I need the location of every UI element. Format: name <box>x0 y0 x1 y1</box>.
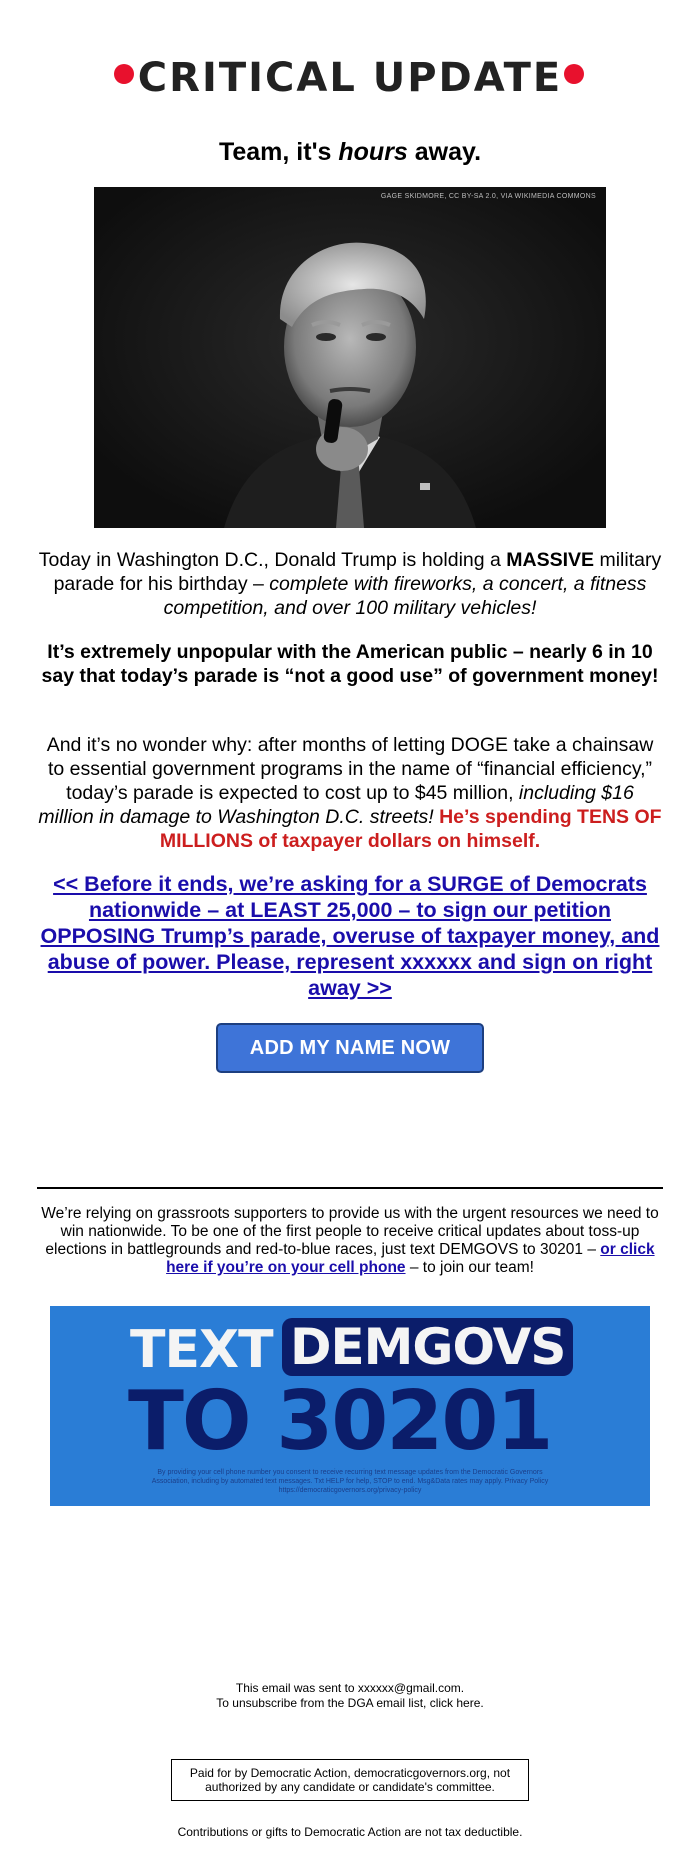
para3-italic: including $16 million in damage to Washington D.C. streets! <box>38 782 634 828</box>
subhead-emphasis: hours <box>338 138 408 166</box>
para1-massive: MASSIVE <box>506 549 595 571</box>
paid-for-disclaimer: Paid for by Democratic Action, democraticgovernors.org, not authorized by any candidate or candidate's committee. <box>171 1759 529 1801</box>
cell-phone-link[interactable]: or click here if you’re on your cell phone <box>166 1241 655 1276</box>
para3-text-a: And it’s no wonder why: after months of letting DOGE take a chainsaw to essential government programs in the name of “financial efficiency,” today’s parade is expected to cost up to $45 million, <box>46 734 654 804</box>
tax-disclaimer: Contributions or gifts to Democratic Action are not tax deductible. <box>177 1825 523 1839</box>
portrait-illustration <box>94 187 606 528</box>
photo-credit: GAGE SKIDMORE, CC BY-SA 2.0, VIA WIKIMEDIA COMMONS <box>380 193 596 200</box>
text-demgovs-banner[interactable] <box>50 1306 650 1506</box>
paragraph-poll: It’s extremely unpopular with the American public – nearly 6 in 10 say that today’s parade is “not a good use” of government money! <box>41 641 659 687</box>
para1-italic: complete with fireworks, a concert, a fitness competition, and over 100 military vehicles! <box>163 573 647 619</box>
banner-keyword: DEMGOVS <box>282 1318 573 1376</box>
petition-link[interactable]: << Before it ends, we’re asking for a SURGE of Democrats nationwide – at LEAST 25,000 – to sign our petition OPPOSING Trump’s parade, overuse of taxpayer money, and abuse of power. Please, represent xxxxxx and sign on right away >> <box>40 872 660 1000</box>
red-dot-icon <box>564 64 584 84</box>
banner-fine-print: By providing your cell phone number you consent to receive recurring text message updates from the Democratic Governors Association, including by automated text messages. Txt HELP for help, STOP to end. Msg&Data rates may apply. Privacy Policy https://democraticgovernors.org/privacy-policy <box>151 1469 549 1494</box>
cta-paragraph <box>38 871 662 1001</box>
text-signup-paragraph <box>36 1205 664 1277</box>
header-title: CRITICAL UPDATE <box>137 55 563 101</box>
banner-shortcode: TO 30201 <box>128 1374 552 1469</box>
paragraph-intro <box>38 548 662 620</box>
header <box>0 48 700 108</box>
unsubscribe-link[interactable]: To unsubscribe from the DGA email list, click here. <box>216 1696 484 1710</box>
hero-photo <box>94 187 606 528</box>
red-dot-icon <box>114 64 134 84</box>
paragraph-cost <box>38 733 662 853</box>
banner-text-word: TEXT <box>130 1320 273 1380</box>
para1-text-c: military parade for his birthday – <box>53 549 662 595</box>
signup-text-a: We’re relying on grassroots supporters to provide us with the urgent resources we need to win nationwide. To be one of the first people to receive critical updates about toss-up elections in battlegrounds and red-to-blue races, just text DEMGOVS to 30201 – <box>41 1205 659 1258</box>
footer-sent-info <box>0 1681 700 1711</box>
subheadline <box>0 138 700 167</box>
subhead-post: away. <box>407 138 482 166</box>
signup-text-b: – to join our team! <box>405 1259 534 1276</box>
add-my-name-button[interactable]: ADD MY NAME NOW <box>216 1023 484 1073</box>
para1-text-a: Today in Washington D.C., Donald Trump is holding a <box>38 549 507 571</box>
sent-to-text: This email was sent to xxxxxx@gmail.com. <box>235 1681 465 1695</box>
divider <box>37 1187 663 1189</box>
subhead-pre: Team, it's <box>218 138 339 166</box>
para3-red-text: He’s spending TENS OF MILLIONS of taxpayer dollars on himself. <box>159 806 662 852</box>
